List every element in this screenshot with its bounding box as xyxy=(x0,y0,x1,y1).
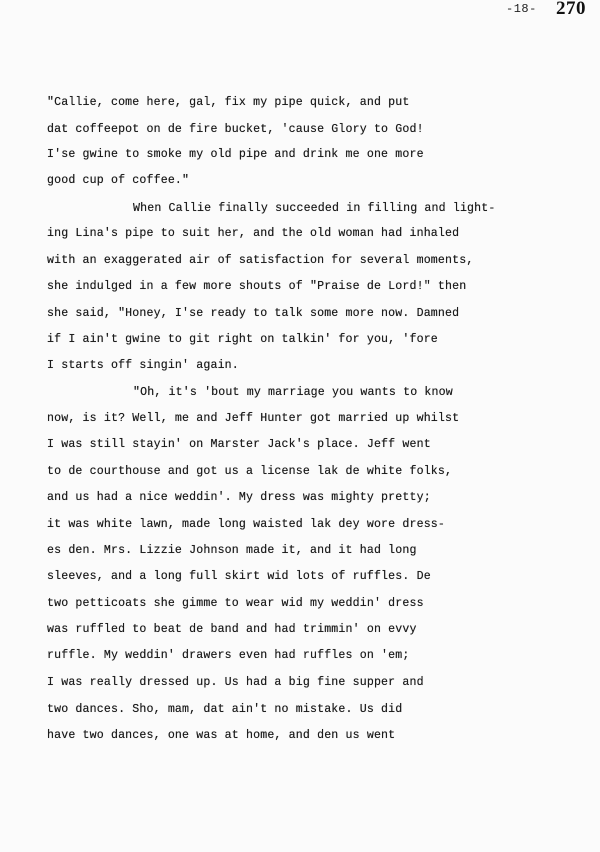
text-line: two dances. Sho, mam, dat ain't no mistake. Us did xyxy=(47,703,403,716)
text-line: she indulged in a few more shouts of "Praise de Lord!" then xyxy=(47,280,467,293)
text-line: with an exaggerated air of satisfaction for several moments, xyxy=(47,254,474,267)
text-line: I was really dressed up. Us had a big fine supper and xyxy=(47,676,424,689)
text-line: and us had a nice weddin'. My dress was mighty pretty; xyxy=(47,491,431,504)
text-line: it was white lawn, made long waisted lak dey wore dress- xyxy=(47,518,446,531)
text-line: have two dances, one was at home, and den us went xyxy=(47,729,396,742)
text-line: two petticoats she gimme to wear wid my weddin' dress xyxy=(47,597,424,610)
text-line: ruffle. My weddin' drawers even had ruffles on 'em; xyxy=(47,649,410,662)
text-line: to de courthouse and got us a license lak de white folks, xyxy=(47,465,453,478)
text-line: she said, "Honey, I'se ready to talk some more now. Damned xyxy=(47,307,460,320)
text-line: now, is it? Well, me and Jeff Hunter got married up whilst xyxy=(47,412,460,425)
text-line: I starts off singin' again. xyxy=(47,359,239,372)
text-line: dat coffeepot on de fire bucket, 'cause Glory to God! xyxy=(47,123,424,136)
text-line: was ruffled to beat de band and had trimmin' on evvy xyxy=(47,623,417,636)
text-line: I was still stayin' on Marster Jack's place. Jeff went xyxy=(47,438,431,451)
text-line: I'se gwine to smoke my old pipe and drink me one more xyxy=(47,148,424,161)
text-line: sleeves, and a long full skirt wid lots of ruffles. De xyxy=(47,570,431,583)
text-line: "Callie, come here, gal, fix my pipe quick, and put xyxy=(47,96,410,109)
text-line: ing Lina's pipe to suit her, and the old woman had inhaled xyxy=(47,227,460,240)
stamped-page-number: 270 xyxy=(556,0,586,19)
text-line: good cup of coffee." xyxy=(47,174,190,187)
text-line: When Callie finally succeeded in filling and light- xyxy=(133,202,496,215)
text-line: es den. Mrs. Lizzie Johnson made it, and it had long xyxy=(47,544,417,557)
text-line: if I ain't gwine to git right on talkin' for you, 'fore xyxy=(47,333,438,346)
text-line: "Oh, it's 'bout my marriage you wants to know xyxy=(133,386,453,399)
page-number: -18- xyxy=(506,2,537,16)
